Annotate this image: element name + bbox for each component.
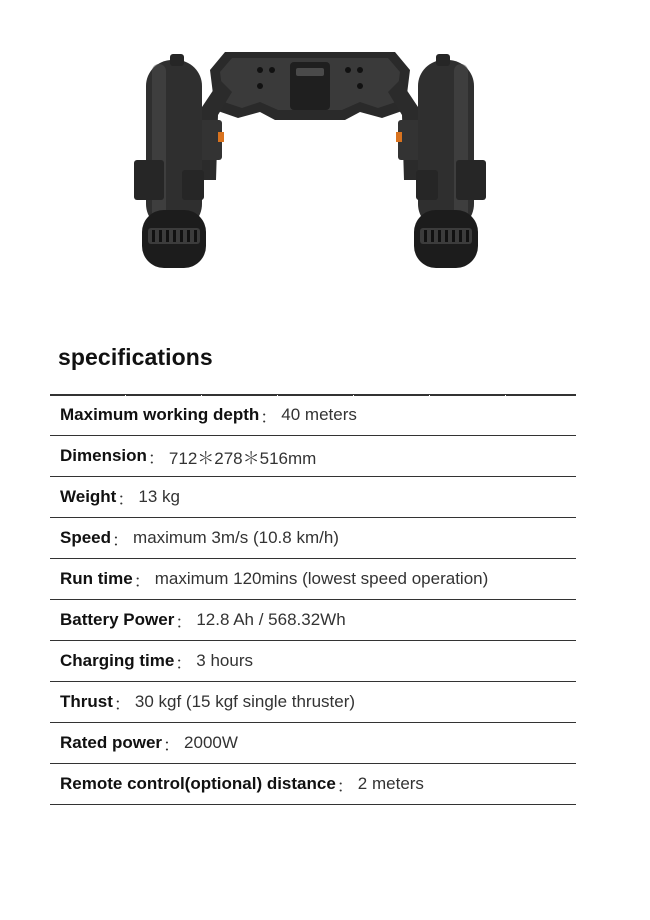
spec-label: Weight <box>60 487 117 506</box>
spec-row-max-depth <box>50 395 576 436</box>
spec-row-run-time <box>50 559 576 600</box>
spec-separator: ： <box>163 735 181 755</box>
spec-label: Thrust <box>60 692 113 711</box>
spec-row-battery-power <box>50 600 576 641</box>
spec-value: maximum 3m/s (10.8 km/h) <box>133 528 339 547</box>
spec-row-remote-distance <box>50 764 576 805</box>
spec-separator: ： <box>260 407 278 427</box>
specifications-heading: specifications <box>58 344 213 370</box>
spec-separator: ： <box>336 776 354 796</box>
spec-separator: ： <box>112 530 130 550</box>
spec-value: 712＊278＊516mm <box>168 448 317 468</box>
spec-row-weight <box>50 477 576 518</box>
spec-label: Run time <box>60 569 133 588</box>
product-image <box>120 40 500 290</box>
spec-value: 3 hours <box>196 651 253 670</box>
spec-separator: ： <box>113 694 131 714</box>
spec-separator: ： <box>175 653 193 673</box>
spec-row-charging-time <box>50 641 576 682</box>
spec-value: 2000W <box>184 733 238 752</box>
spec-row-rated-power <box>50 723 576 764</box>
spec-value: maximum 120mins (lowest speed operation) <box>154 569 489 588</box>
spec-row-dimension <box>50 436 576 477</box>
spec-label: Rated power <box>60 733 163 752</box>
spec-value: 40 meters <box>281 405 357 424</box>
spec-separator: ： <box>175 612 193 632</box>
spec-label: Dimension <box>60 446 147 465</box>
spec-value: 2 meters <box>357 774 424 793</box>
spec-label: Charging time <box>60 651 175 670</box>
spec-separator: ： <box>117 489 135 509</box>
spec-separator: ： <box>133 571 151 591</box>
spec-value: 13 kg <box>138 487 180 506</box>
spec-row-speed <box>50 518 576 559</box>
spec-label: Battery Power <box>60 610 175 629</box>
spec-label: Maximum working depth <box>60 405 260 424</box>
spec-value: 12.8 Ah / 568.32Wh <box>196 610 346 629</box>
spec-label: Remote control(optional) distance <box>60 774 336 793</box>
spec-label: Speed <box>60 528 112 547</box>
spec-separator: ： <box>147 448 165 468</box>
spec-value: 30 kgf (15 kgf single thruster) <box>134 692 356 711</box>
spec-table <box>50 394 576 805</box>
spec-row-thrust <box>50 682 576 723</box>
